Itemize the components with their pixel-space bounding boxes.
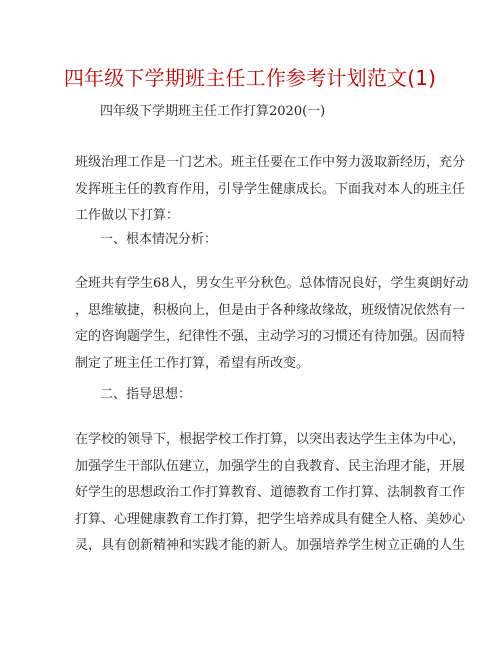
paragraph-intro — [75, 150, 466, 230]
paragraph-basic-analysis — [75, 271, 469, 377]
paragraph-line: 灵，具有创新精神和实践才能的新人。加强培养学生树立正确的人生 — [75, 538, 466, 553]
section-heading-guiding-thought: 二、指导思想： — [100, 387, 192, 402]
paragraph-line: 班级治理工作是一门艺术。班主任要在工作中努力汲取新经历，充分 — [75, 155, 466, 170]
paragraph-line: 定的咨询题学生，纪律性不强，主动学习的习惯还有待加强。因而特 — [75, 329, 466, 344]
section-heading-basic-analysis: 一、根本情况分析： — [100, 232, 218, 247]
document-title: 四年级下学期班主任工作参考计划范文(1) — [63, 66, 437, 90]
paragraph-line: 制定了班主任工作打算，希望有所改变。 — [75, 355, 310, 371]
paragraph-line: 发挥班主任的教育作用，引导学生健康成长。下面我对本人的班主任 — [75, 181, 466, 197]
paragraph-line: 全班共有学生68人，男女生平分秋色。总体情况良好，学生爽朗好动 — [75, 276, 469, 291]
paragraph-line: 好学生的思想政治工作打算教育、道德教育工作打算、法制教育工作 — [75, 485, 466, 500]
document-subtitle: 四年级下学期班主任工作打算2020(一) — [100, 104, 326, 119]
paragraph-line: 工作做以下打算： — [75, 208, 180, 223]
paragraph-line: 加强学生干部队伍建立，加强学生的自我教育、民主治理才能，开展 — [75, 458, 466, 474]
paragraph-line: ，思维敏捷，积极向上，但是由于各种缘故缘故，班级情况依然有一 — [75, 302, 466, 318]
paragraph-guiding-thought — [75, 427, 466, 560]
paragraph-line: 打算、心理健康教育工作打算，把学生培养成具有健全人格、美妙心 — [75, 511, 466, 527]
paragraph-line: 在学校的领导下，根据学校工作打算，以突出表达学生主体为中心， — [75, 432, 466, 447]
